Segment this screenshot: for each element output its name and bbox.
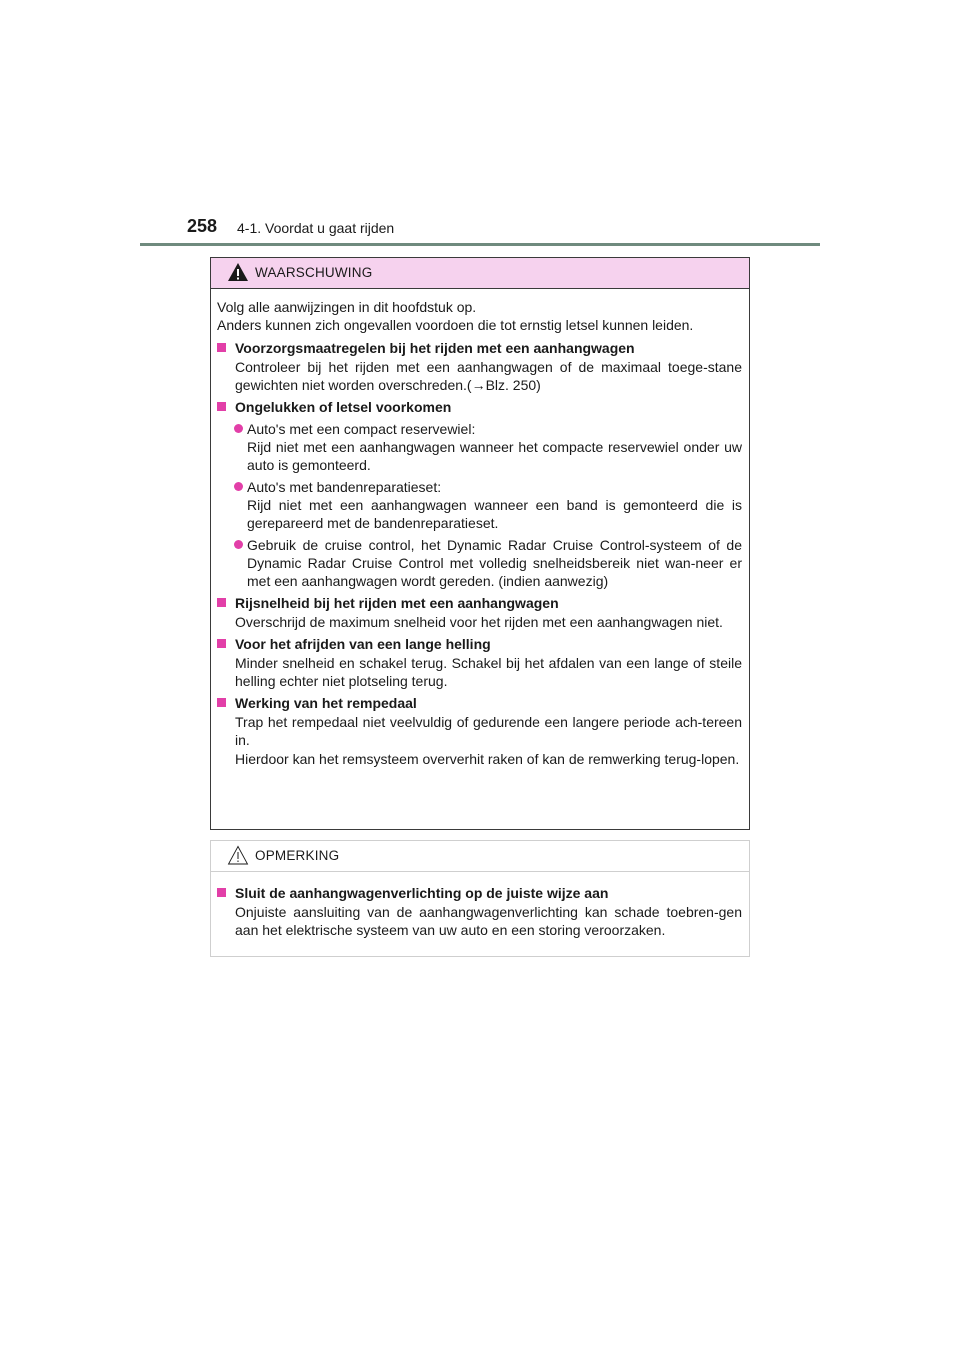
round-bullet-icon [234, 482, 243, 491]
notice-header [211, 841, 749, 872]
section-title: 4-1. Voordat u gaat rijden [237, 220, 395, 236]
notice-label: OPMERKING [255, 848, 340, 863]
notice-triangle-icon [227, 845, 249, 865]
section-title: Rijsnelheid bij het rijden met een aanhangwagen [235, 595, 559, 611]
intro-line: Volg alle aanwijzingen in dit hoofdstuk op. [217, 299, 477, 315]
section-text: Trap het rempedaal niet veelvuldig of gedurende een langere periode ach-tereen in. [235, 714, 742, 748]
bullet-text: Gebruik de cruise control, het Dynamic Radar Cruise Control-systeem of de Dynamic Radar Cruise Control met volledig snelheidsbereik niet wan-neer er met een aanhangwagen wordt gereden. (indien aanwezig) [247, 537, 742, 589]
round-bullet-icon [234, 540, 243, 549]
page-header [140, 212, 820, 246]
bullet-text: Rijd niet met een aanhangwagen wanneer een band is gemonteerd die is gerepareerd met de bandenreparatieset. [247, 497, 742, 531]
list-item [217, 478, 742, 532]
notice-body [211, 872, 749, 939]
notice-box [210, 840, 750, 957]
notice-section-trailer-lights [217, 884, 742, 939]
list-item [217, 420, 742, 474]
intro-line: Anders kunnen zich ongevallen voordoen die tot ernstig letsel kunnen leiden. [217, 317, 694, 333]
bullet-title: Auto's met een compact reservewiel: [247, 421, 476, 437]
bullet-title: Auto's met bandenreparatieset: [247, 479, 442, 495]
section-text: Overschrijd de maximum snelheid voor het rijden met een aanhangwagen niet. [235, 614, 723, 630]
square-bullet-icon [217, 888, 226, 897]
section-title: Voorzorgsmaatregelen bij het rijden met een aanhangwagen [235, 340, 635, 356]
section-title: Ongelukken of letsel voorkomen [235, 399, 452, 415]
round-bullet-icon [234, 424, 243, 433]
bullet-text: Rijd niet met een aanhangwagen wanneer het compacte reservewiel onder uw auto is gemonteerd. [247, 439, 742, 473]
warning-body [211, 289, 749, 768]
warning-label: WAARSCHUWING [255, 265, 373, 280]
warning-section-prevent-accidents [217, 398, 742, 590]
square-bullet-icon [217, 598, 226, 607]
section-text: Onjuiste aansluiting van de aanhangwagenverlichting kan schade toebren-gen aan het elektrische systeem van uw auto en een storing veroorzaken. [235, 904, 742, 938]
warning-box [210, 257, 750, 830]
section-text: Controleer bij het rijden met een aanhangwagen of de maximaal toege-stane gewichten niet worden overschreden.(→Blz. 250) [235, 359, 742, 393]
warning-section-downhill [217, 635, 742, 690]
section-text: Hierdoor kan het remsysteem oververhit raken of kan de remwerking terug-lopen. [235, 751, 740, 767]
warning-header [211, 258, 749, 289]
page-number: 258 [187, 216, 218, 236]
square-bullet-icon [217, 343, 226, 352]
square-bullet-icon [217, 402, 226, 411]
square-bullet-icon [217, 639, 226, 648]
section-title: Werking van het rempedaal [235, 695, 417, 711]
warning-triangle-icon [227, 262, 249, 282]
section-title: Voor het afrijden van een lange helling [235, 636, 491, 652]
warning-section-brake-pedal [217, 694, 742, 768]
list-item [217, 536, 742, 590]
warning-section-speed [217, 594, 742, 631]
square-bullet-icon [217, 698, 226, 707]
header-divider [140, 243, 820, 246]
section-text: Minder snelheid en schakel terug. Schakel bij het afdalen van een lange of steile helling echter niet plotseling terug. [235, 655, 742, 689]
warning-section-trailer-precautions [217, 339, 742, 394]
section-title: Sluit de aanhangwagenverlichting op de juiste wijze aan [235, 885, 609, 901]
warning-intro [217, 298, 742, 334]
